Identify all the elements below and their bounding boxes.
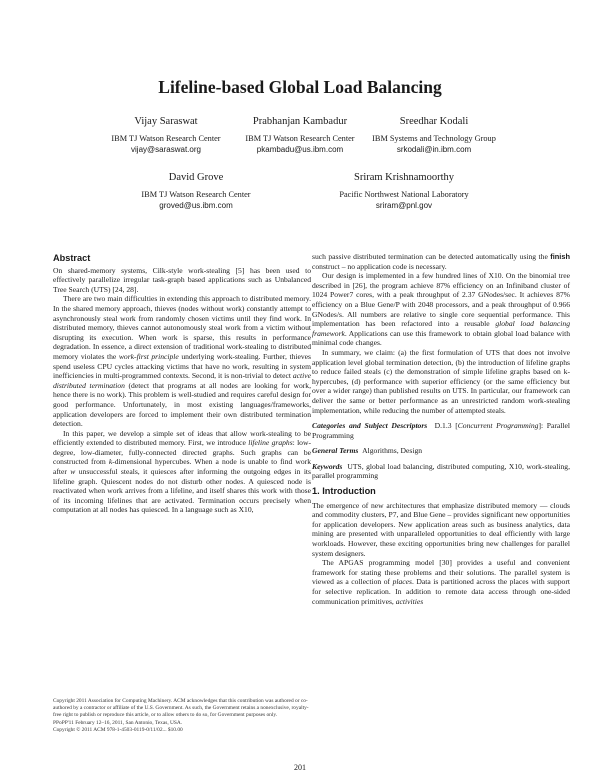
author-block xyxy=(304,171,504,211)
abstract-paragraph: Our design is implemented in a few hundred lines of X10. On the binomial tree described in [26], the program achieve 87% efficiency on an Infiniband cluster of 1024 Power7 cores, with a peak throughput of 2.37 GNodes/sec. It achieves 87% efficiency on a Blue Gene/P with 2048 processors, and a peak throughput of 0.966 GNodes/s. All numbers are relative to single core sequential performance. This implementation has been refactored into a reusable global load balancing framework. Applications can use this framework to obtain global load balance with minimal code changes. xyxy=(312,271,570,348)
author-name: Prabhanjan Kambadur xyxy=(252,116,348,127)
author-email[interactable]: pkambadu@us.ibm.com xyxy=(256,145,344,154)
code-keyword: finish xyxy=(550,252,570,261)
abstract-paragraph: In summary, we claim: (a) the first formulation of UTS that does not involve application level global termination detection, (b) the introduction of lifeline graphs to reduce failed steals (c) the demonstration of simple lifeline graphs based on k-hypercubes, (d) performance with superior efficiency (or the same efficiency but over a wider range) than published results on UTS. In particular, our framework can deliver the same or better performance as an unrestricted random work-stealing implementation, while reducing the number of attempted steals. xyxy=(312,347,570,415)
copyright-notice: Copyright 2011 Association for Computing Machinery. ACM acknowledges that this contribution was authored or co-authored by a contractor or affiliate of the U.S. Government. As such, the Government retains a nonexclusive, royalty-free right to publish or reproduce this article, or to allow others to do so, for Government purposes only. PPoPP'11 February 12–16, 2011, San Antonio, Texas, USA. Copyright © 2011 ACM 978-1-4503-0119-0/11/02... $10.00 xyxy=(53,698,309,733)
author-email[interactable]: groved@us.ibm.com xyxy=(159,201,233,210)
author-block xyxy=(96,171,296,211)
paper-title: Lifeline-based Global Load Balancing xyxy=(158,77,442,97)
author-affiliation: Pacific Northwest National Laboratory xyxy=(339,190,469,199)
author-name: David Grove xyxy=(168,172,224,183)
right-column xyxy=(312,252,570,606)
general-terms-line: General Terms Algorithms, Design xyxy=(312,446,423,456)
introduction-heading: 1. Introduction xyxy=(312,486,376,497)
keywords-line: Keywords UTS, global load balancing, distributed computing, X10, work-stealing, parallel programming xyxy=(312,461,570,481)
author-email[interactable]: srkodali@in.ibm.com xyxy=(396,145,472,154)
author-name: Sreedhar Kodali xyxy=(399,116,469,127)
author-block xyxy=(334,115,534,155)
abstract-paragraph: In this paper, we develop a simple set of ideas that allow work-stealing to be efficiently extended to distributed memory. First, we introduce lifeline graphs: low-degree, low-diameter, fully-connected directed graphs. Such graphs can be constructed from k-dimensional hypercubes. When a node is unable to find work after w unsuccessful steals, it quiesces after informing the outgoing edges in its lifeline graph. Quiescent nodes do not disturb other nodes. A quiesced node is reactivated when work arrives from a lifeline, and itself shares this work with those of its incoming lifelines that are activated. Termination occurs precisely when computation at all nodes has quiesced. In a language such as X10, xyxy=(53,428,312,515)
author-name: Sriram Krishnamoorthy xyxy=(353,172,455,183)
categories-line: Categories and Subject Descriptors D.1.3 [Concurrent Programming]: Parallel Programming xyxy=(312,421,570,440)
left-column xyxy=(53,254,311,515)
author-affiliation: IBM TJ Watson Research Center xyxy=(111,134,221,143)
abstract-paragraph: On shared-memory systems, Cilk-style work-stealing [5] has been used to effectively parallelize irregular task-graph based applications such as Unbalanced Tree Search (UTS) [24, 28]. xyxy=(53,265,311,294)
author-email[interactable]: vijay@saraswat.org xyxy=(131,145,201,154)
intro-paragraph: The APGAS programming model [30] provides a useful and convenient framework for stating these problems and their solutions. The parallel system is viewed as a collection of places. Data is partitioned across the places with support for selective replication. In addition to remote data access through one-sided communication primitives, activities xyxy=(312,558,570,606)
abstract-heading: Abstract xyxy=(53,253,91,263)
author-affiliation: IBM Systems and Technology Group xyxy=(372,134,496,143)
author-email[interactable]: sriram@pnl.gov xyxy=(375,201,433,210)
page-number: 201 xyxy=(294,763,306,772)
abstract-paragraph: such passive distributed termination can be detected automatically using the finish construct – no application code is necessary. xyxy=(312,252,570,271)
intro-paragraph: The emergence of new architectures that emphasize distributed memory — clouds and commodity clusters, P7, and Blue Gene – provides significant new opportunities for application developers. New application areas such as business analytics, data mining are presented with unparalleled opportunities to deal efficiently with large workloads. However, these exciting opportunities bring new challenges for parallel system designers. xyxy=(312,500,570,558)
author-affiliation: IBM TJ Watson Research Center xyxy=(245,134,355,143)
author-affiliation: IBM TJ Watson Research Center xyxy=(141,190,251,199)
abstract-paragraph: There are two main difficulties in extending this approach to distributed memory. In the shared memory approach, thieves (nodes without work) constantly attempt to asynchronously steal work from randomly chosen victims until they find work. In distributed memory, thieves cannot autonomously steal work from a victim without disrupting its execution. When work is sparse, this results in performance degradation. In essence, a direct extension of traditional work-stealing to distributed memory violates the work-first principle underlying work-stealing. Further, thieves spend useless CPU cycles attacking victims that have no work, resulting in system inefficiencies in multi-programmed contexts. Second, it is non-trivial to detect active distributed termination (detect that programs at all nodes are looking for work, hence there is no work). This problem is well-studied and requires careful design for good performance. Unfortunately, in most existing languages/frameworks, application developers are forced to implement their own distributed termination detection. xyxy=(53,294,311,429)
author-name: Vijay Saraswat xyxy=(134,116,198,127)
